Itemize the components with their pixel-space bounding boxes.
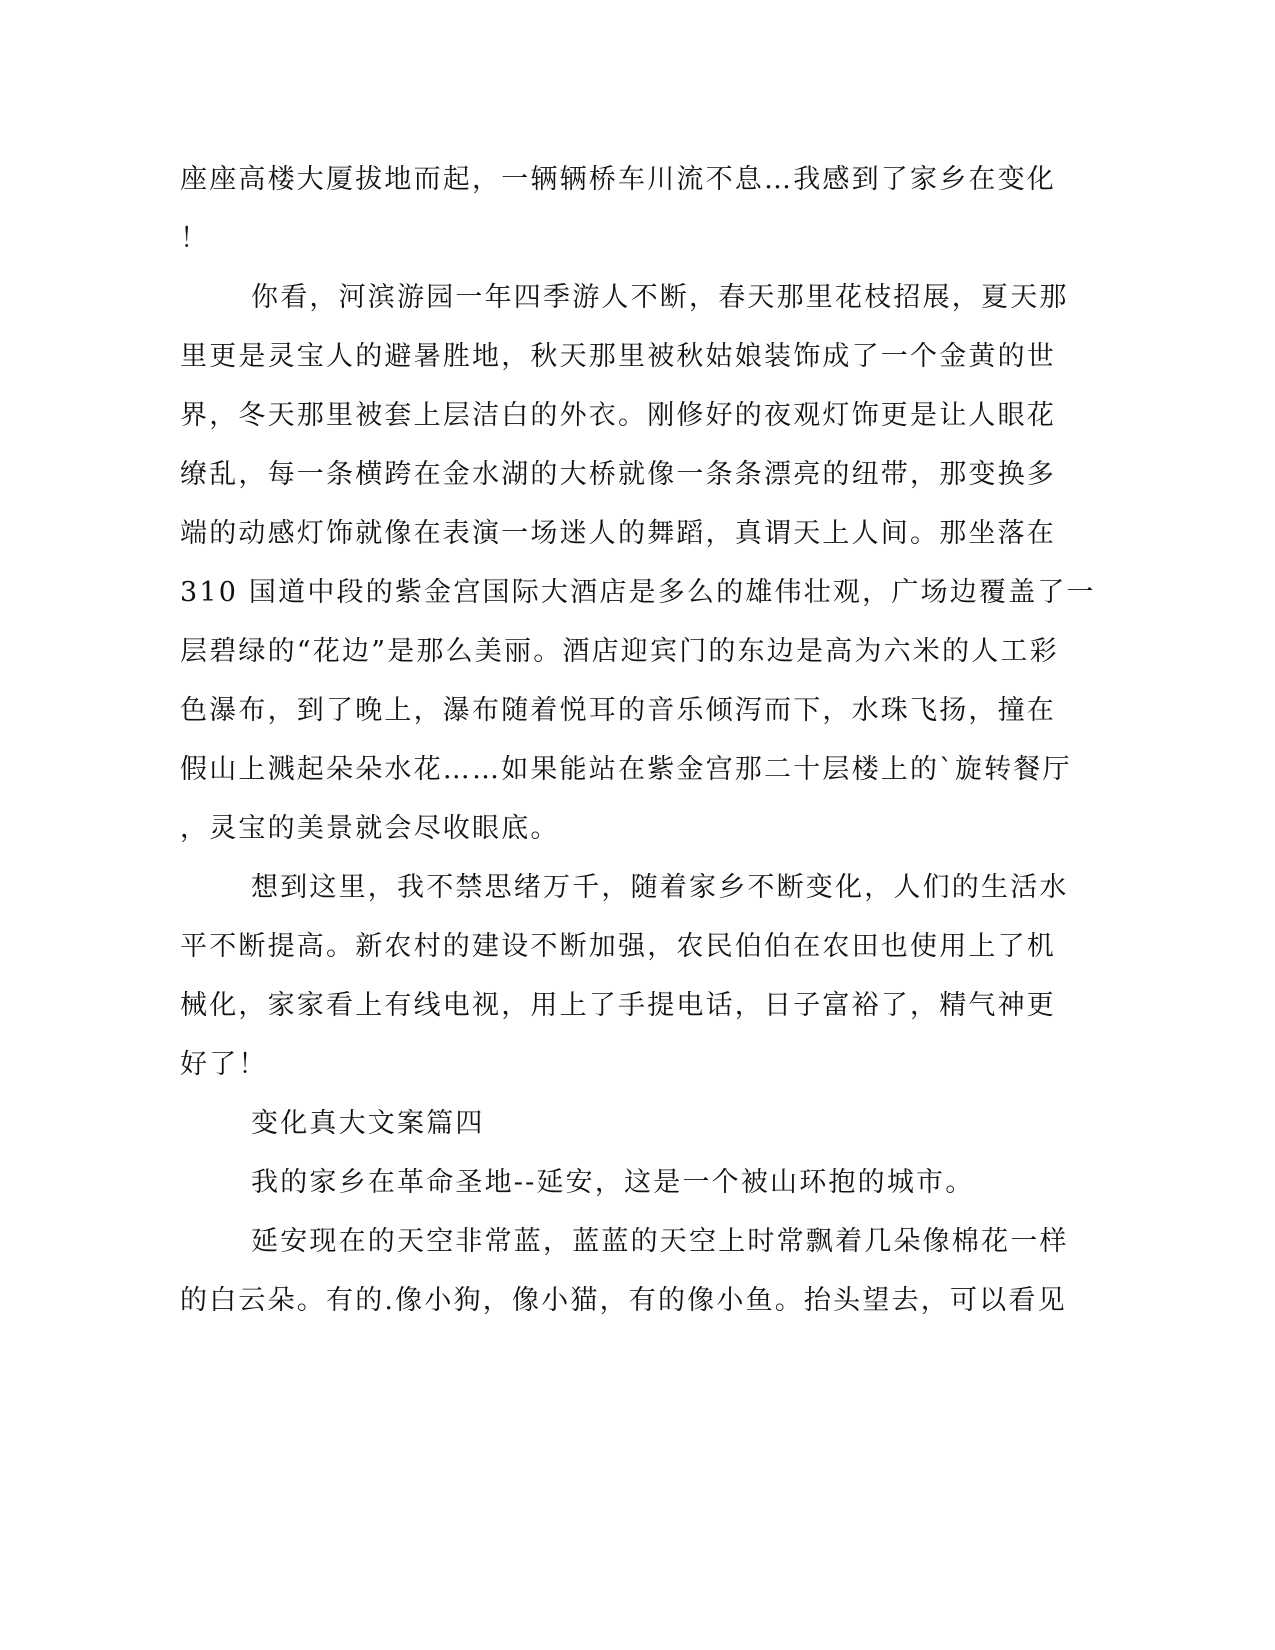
paragraph-start-line: 你看，河滨游园一年四季游人不断，春天那里花枝招展，夏天那	[251, 282, 1069, 313]
text-line: 里更是灵宝人的避暑胜地，秋天那里被秋姑娘装饰成了一个金黄的世	[180, 341, 1056, 372]
text-line: 好了！	[180, 1049, 268, 1080]
paragraph-start-line: 延安现在的天空非常蓝，蓝蓝的天空上时常飘着几朵像棉花一样	[251, 1226, 1069, 1257]
text-line: 色瀑布，到了晚上，瀑布随着悦耳的音乐倾泻而下，水珠飞扬，撞在	[180, 695, 1056, 726]
text-line: 缭乱，每一条横跨在金水湖的大桥就像一条条漂亮的纽带，那变换多	[180, 459, 1056, 490]
text-line: 假山上溅起朵朵水花……如果能站在紫金宫那二十层楼上的`旋转餐厅	[180, 754, 1072, 785]
text-line: 座座高楼大厦拔地而起，一辆辆桥车川流不息…我感到了家乡在变化	[180, 164, 1056, 195]
text-line: ，灵宝的美景就会尽收眼底。	[180, 813, 560, 844]
text-line: ！	[180, 223, 210, 254]
text-line: 界，冬天那里被套上层洁白的外衣。刚修好的夜观灯饰更是让人眼花	[180, 400, 1056, 431]
text-line: 端的动感灯饰就像在表演一场迷人的舞蹈，真谓天上人间。那坐落在	[180, 518, 1056, 549]
paragraph-start-line: 我的家乡在革命圣地--延安，这是一个被山环抱的城市。	[251, 1167, 975, 1198]
text-line: 平不断提高。新农村的建设不断加强，农民伯伯在农田也使用上了机	[180, 931, 1056, 962]
paragraph-start-line: 想到这里，我不禁思绪万千，随着家乡不断变化，人们的生活水	[251, 872, 1069, 903]
section-heading: 变化真大文案篇四	[251, 1108, 485, 1139]
text-line: 械化，家家看上有线电视，用上了手提电话，日子富裕了，精气神更	[180, 990, 1056, 1021]
text-line: 的白云朵。有的.像小狗，像小猫，有的像小鱼。抬头望去，可以看见	[180, 1285, 1067, 1316]
text-line: 310 国道中段的紫金宫国际大酒店是多么的雄伟壮观，广场边覆盖了一	[180, 577, 1096, 608]
text-line: 层碧绿的“花边”是那么美丽。酒店迎宾门的东边是高为六米的人工彩	[180, 636, 1059, 667]
